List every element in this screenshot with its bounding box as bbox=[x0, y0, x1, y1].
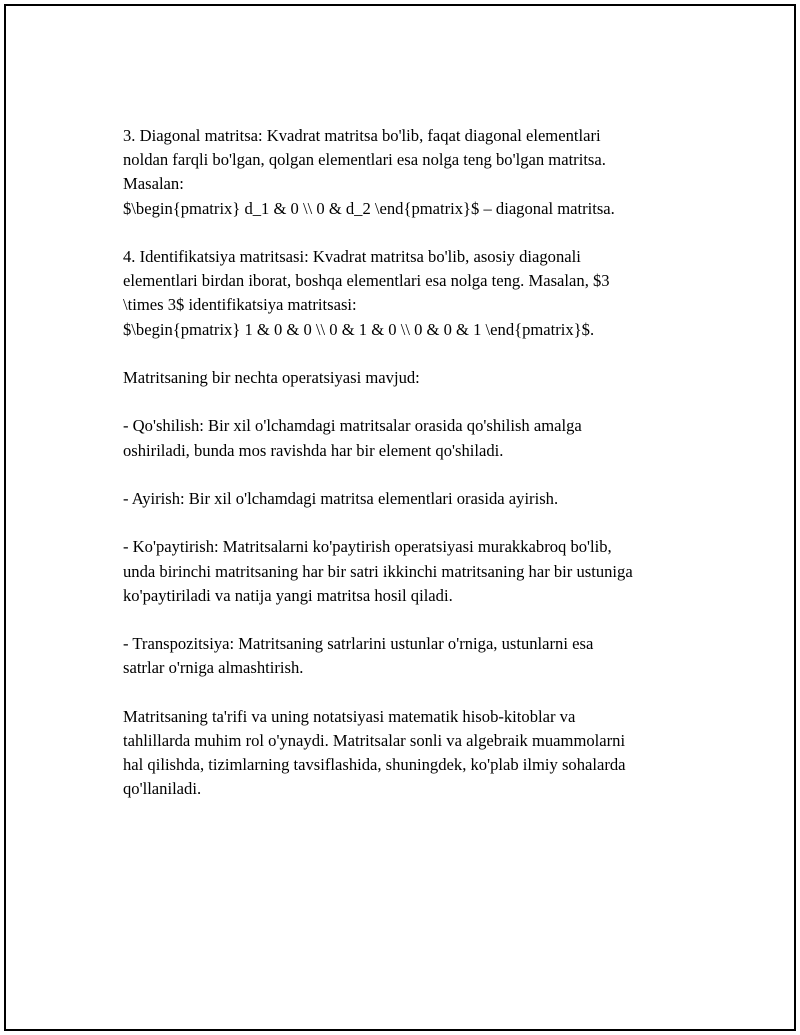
text-line: hal qilishda, tizimlarning tavsiflashida, shuningdek, ko'plab ilmiy sohalarda bbox=[123, 755, 626, 775]
text-line: unda birinchi matritsaning har bir satri ikkinchi matritsaning har bir ustuniga bbox=[123, 561, 633, 581]
paragraph-operation-transposition bbox=[123, 632, 703, 680]
text-line: - Transpozitsiya: Matritsaning satrlarini ustunlar o'rniga, ustunlarni esa bbox=[123, 634, 594, 654]
paragraph-operation-addition bbox=[123, 414, 703, 462]
paragraph-identity-matrix bbox=[123, 245, 703, 342]
text-line: \times 3$ identifikatsiya matritsasi: bbox=[123, 295, 357, 315]
text-line: elementlari birdan iborat, boshqa elementlari esa nolga teng. Masalan, $3 bbox=[123, 271, 610, 291]
paragraph-conclusion bbox=[123, 705, 703, 802]
text-line: ko'paytiriladi va natija yangi matritsa hosil qiladi. bbox=[123, 585, 453, 605]
text-line: - Ayirish: Bir xil o'lchamdagi matritsa elementlari orasida ayirish. bbox=[123, 488, 559, 508]
text-line: 4. Identifikatsiya matritsasi: Kvadrat matritsa bo'lib, asosiy diagonali bbox=[123, 247, 581, 266]
text-line: $\begin{pmatrix} 1 & 0 & 0 \\ 0 & 1 & 0 \\ 0 & 0 & 1 \end{pmatrix}$. bbox=[123, 319, 595, 339]
page-frame bbox=[4, 4, 796, 1031]
text-line: noldan farqli bo'lgan, qolgan elementlari esa nolga teng bo'lgan matritsa. bbox=[123, 150, 606, 170]
text-line: qo'llaniladi. bbox=[123, 779, 202, 799]
text-line: oshiriladi, bunda mos ravishda har bir element qo'shiladi. bbox=[123, 440, 504, 460]
text-line: Matritsaning ta'rifi va uning notatsiyasi matematik hisob-kitoblar va bbox=[123, 706, 576, 726]
text-line: satrlar o'rniga almashtirish. bbox=[123, 658, 304, 678]
paragraph-operations-intro bbox=[123, 366, 703, 390]
text-line: Masalan: bbox=[123, 174, 184, 194]
paragraph-operation-subtraction bbox=[123, 487, 703, 511]
text-line: - Qo'shilish: Bir xil o'lchamdagi matritsalar orasida qo'shilish amalga bbox=[123, 416, 582, 436]
text-line: tahlillarda muhim rol o'ynaydi. Matritsalar sonli va algebraik muammolarni bbox=[123, 730, 626, 750]
text-line: 3. Diagonal matritsa: Kvadrat matritsa bo'lib, faqat diagonal elementlari bbox=[123, 126, 601, 145]
paragraph-operation-multiplication bbox=[123, 535, 703, 608]
paragraph-diagonal-matrix bbox=[123, 124, 703, 221]
text-line: Matritsaning bir nechta operatsiyasi mavjud: bbox=[123, 368, 420, 387]
text-line: $\begin{pmatrix} d_1 & 0 \\ 0 & d_2 \end{pmatrix}$ – diagonal matritsa. bbox=[123, 198, 615, 218]
page-content bbox=[123, 124, 703, 826]
text-line: - Ko'paytirish: Matritsalarni ko'paytirish operatsiyasi murakkabroq bo'lib, bbox=[123, 537, 612, 557]
